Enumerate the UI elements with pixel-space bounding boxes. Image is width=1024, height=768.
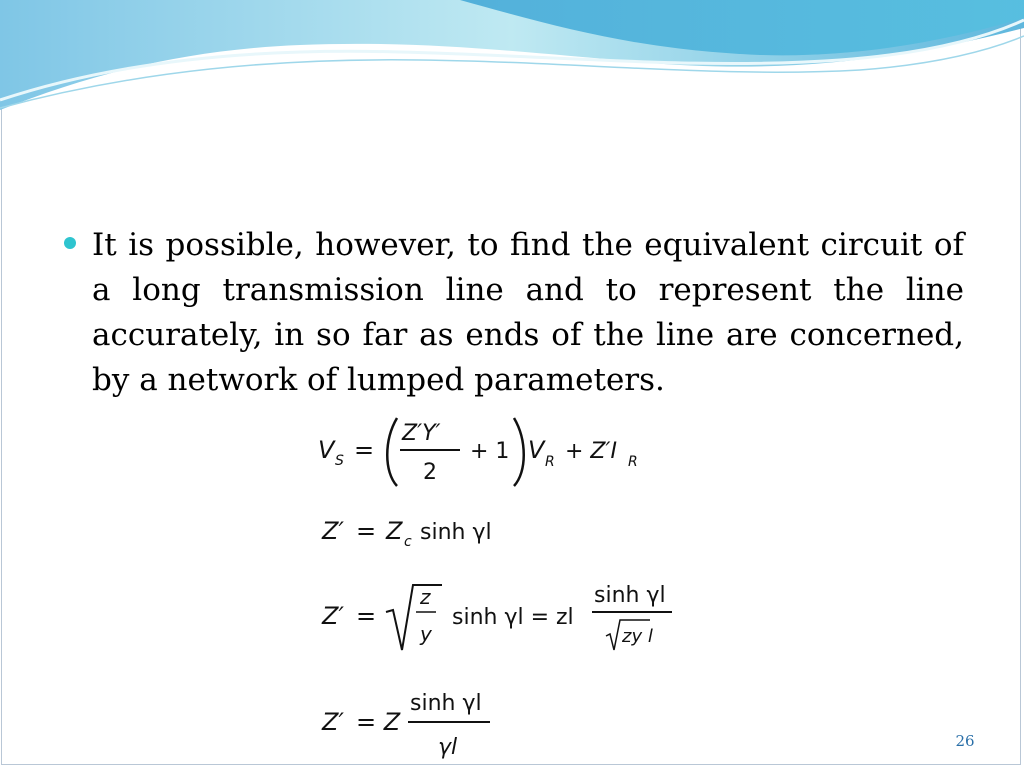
eq1-lhs: V [318, 436, 335, 464]
sqrt-icon [386, 585, 442, 650]
eq1-equals: = [354, 436, 375, 464]
left-paren-icon [387, 418, 397, 486]
eq3-sqrt-num: z [420, 585, 431, 609]
eq1-ir-sub: R [628, 454, 638, 470]
eq1-vr-sub: R [545, 454, 555, 470]
eq4-equals: = Z [356, 708, 401, 736]
eq2-lhs: Z′ [322, 517, 344, 545]
equation-z-prime-1 [321, 517, 492, 550]
eq3-frac-den: zy l [622, 626, 653, 647]
eq2-equals: = [356, 517, 377, 545]
eq2-zc: Z [386, 517, 403, 545]
right-paren-icon [514, 418, 524, 486]
eq3-sqrt-den: y [420, 622, 432, 646]
bullet-text: It is possible, however, to find the equivalent circuit of a long transmission line and to represent the line accurately, in so far as ends of the line are concerned, by a network of lumped parameters. [92, 227, 964, 398]
equation-z-prime-2 [321, 583, 672, 650]
eq3-mid: sinh γl = zl [452, 605, 574, 630]
eq1-plus1: + 1 [470, 439, 510, 464]
eq2-zc-sub: c [404, 534, 412, 550]
eq2-rhs: sinh γl [420, 520, 492, 545]
eq1-frac-num: Z′Y′ [402, 421, 441, 446]
eq3-lhs: Z′ [322, 602, 344, 630]
eq4-lhs: Z′ [322, 708, 344, 736]
eq4-frac-num: sinh γl [410, 691, 482, 716]
eq3-frac-num: sinh γl [594, 583, 666, 608]
slide-number: 26 [955, 732, 975, 750]
eq3-equals: = [356, 602, 377, 630]
equation-vs [318, 418, 638, 486]
equation-z-prime-3 [321, 691, 490, 760]
eq1-vr: V [528, 436, 545, 464]
eq1-lhs-sub: S [335, 453, 344, 469]
eq4-frac-den: γl [438, 735, 458, 760]
eq1-frac-den: 2 [423, 460, 437, 485]
eq1-plus2: + Z′I [565, 439, 617, 464]
